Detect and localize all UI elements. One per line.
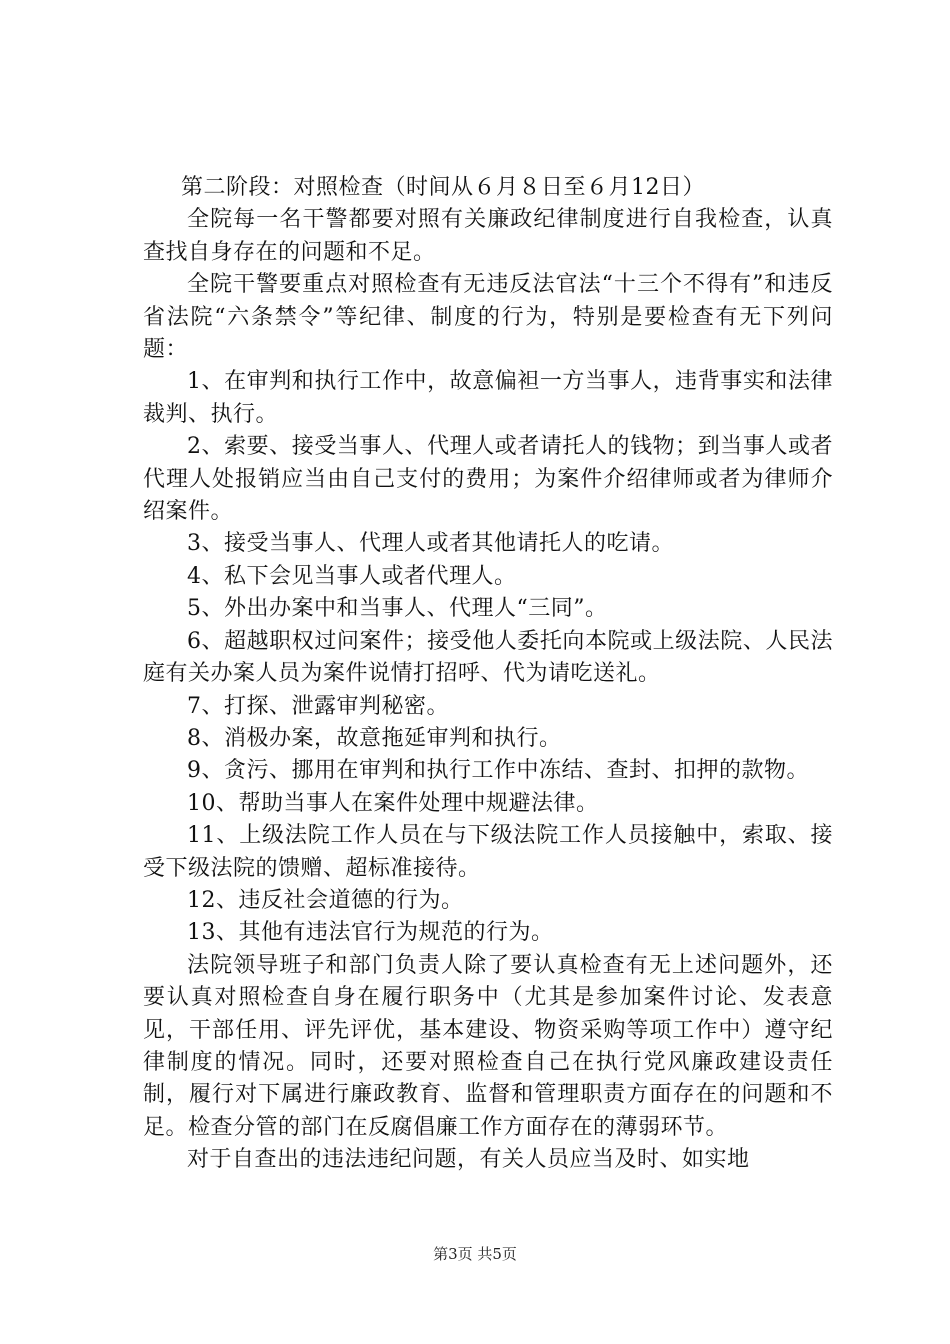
list-item: 1、在审判和执行工作中，故意偏袒一方当事人，违背事实和法律裁判、执行。: [143, 369, 833, 427]
list-item: 5、外出办案中和当事人、代理人“三同”。: [187, 596, 608, 622]
list-item: 13、其他有违法官行为规范的行为。: [187, 920, 554, 946]
list-item: 8、消极办案，故意拖延审判和执行。: [187, 725, 562, 751]
list-item: 3、接受当事人、代理人或者其他请托人的吃请。: [187, 531, 674, 557]
paragraph: 法院领导班子和部门负责人除了要认真检查有无上述问题外，还要认真对照检查自身在履行职务中（尤其是参加案件讨论、发表意见，干部任用、评先评优，基本建设、物资采购等项工作中）遵守纪律制度的情况。同时，还要对照检查自己在执行党风廉政建设责任制，履行对下属进行廉政教育、监督和管理职责方面存在的问题和不足。检查分管的部门在反腐倡廉工作方面存在的薄弱环节。: [143, 952, 833, 1140]
list-item: 2、索要、接受当事人、代理人或者请托人的钱物；到当事人或者代理人处报销应当由自己支付的费用；为案件介绍律师或者为律师介绍案件。: [143, 434, 833, 525]
page-footer: 第3页 共5页: [433, 1245, 517, 1263]
paragraph: 全院干警要重点对照检查有无违反法官法“十三个不得有”和违反省法院“六条禁令”等纪律、制度的行为，特别是要检查有无下列问题：: [143, 272, 833, 363]
list-item: 10、帮助当事人在案件处理中规避法律。: [187, 790, 599, 816]
document-body: [143, 172, 833, 1177]
list-item: 4、私下会见当事人或者代理人。: [187, 563, 517, 589]
list-item: 7、打探、泄露审判秘密。: [187, 693, 449, 719]
list-item: 12、违反社会道德的行为。: [187, 887, 464, 913]
list-item: 6、超越职权过问案件；接受他人委托向本院或上级法院、人民法庭有关办案人员为案件说情打招呼、代为请吃送礼。: [143, 628, 833, 687]
paragraph: 对于自查出的违法违纪问题，有关人员应当及时、如实地: [187, 1147, 750, 1173]
list-item: 9、贪污、挪用在审判和执行工作中冻结、查封、扣押的款物。: [187, 758, 809, 784]
section-heading: 第二阶段：对照检查（时间从６月８日至６月12日）: [181, 175, 705, 200]
list-item: 11、上级法院工作人员在与下级法院工作人员接触中，索取、接受下级法院的馈赠、超标准接待。: [143, 823, 833, 881]
paragraph: 全院每一名干警都要对照有关廉政纪律制度进行自我检查，认真查找自身存在的问题和不足。: [143, 207, 833, 265]
